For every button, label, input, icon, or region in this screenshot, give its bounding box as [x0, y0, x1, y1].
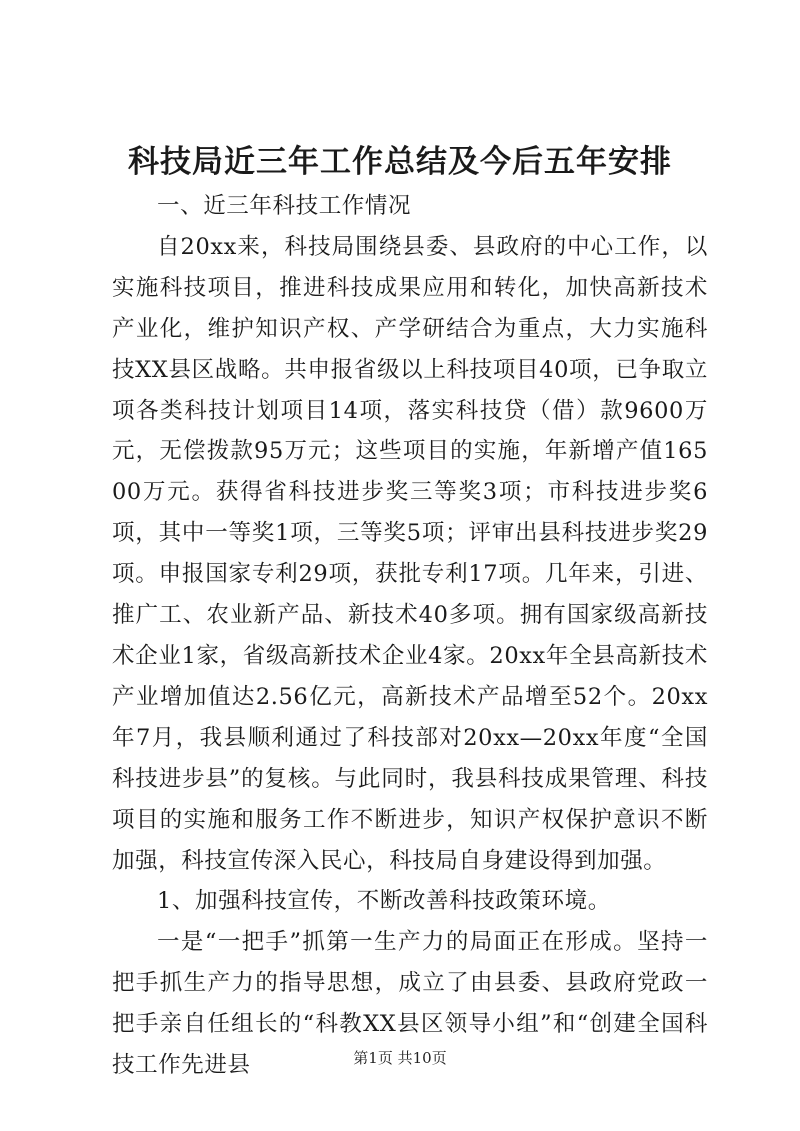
page-number: 第1页 共10页 — [353, 1049, 447, 1067]
body-paragraph: 一是“一把手”抓第一生产力的局面正在形成。坚持一把手抓生产力的指导思想，成立了由县委、县政府党政一把手亲自任组长的“科教XX县区领导小组”和“创建全国科技工作先进县 — [112, 929, 708, 1079]
subsection-heading: 1、加强科技宣传，不断改善科技政策环境。 — [157, 888, 611, 915]
body-paragraph: 自20xx来，科技局围绕县委、县政府的中心工作，以实施科技项目，推进科技成果应用和转化，加快高新技术产业化，维护知识产权、产学研结合为重点，大力实施科技XX县区战略。共申报省级以上科技项目40项，已争取立项各类科技计划项目14项，落实科技贷（借）款9600万元，无偿拨款95万元；这些项目的实施，年新增产值16500万元。获得省科技进步奖三等奖3项；市科技进步奖6项，其中一等奖1项，三等奖5项；评审出县科技进步奖29项。申报国家专利29项，获批专利17项。几年来，引进、推广工、农业新产品、新技术40多项。拥有国家级高新技术企业1家，省级高新技术企业4家。20xx年全县高新技术产业增加值达2.56亿元，高新技术产品增至52个。20xx年7月，我县顺利通过了科技部对20xx—20xx年度“全国科技进步县”的复核。与此同时，我县科技成果管理、科技项目的实施和服务工作不断进步，知识产权保护意识不断加强，科技宣传深入民心，科技局自身建设得到加强。 — [112, 233, 708, 874]
section-heading: 一、近三年科技工作情况 — [157, 193, 412, 219]
document-body — [112, 186, 708, 1086]
document-title: 科技局近三年工作总结及今后五年安排 — [128, 144, 672, 180]
